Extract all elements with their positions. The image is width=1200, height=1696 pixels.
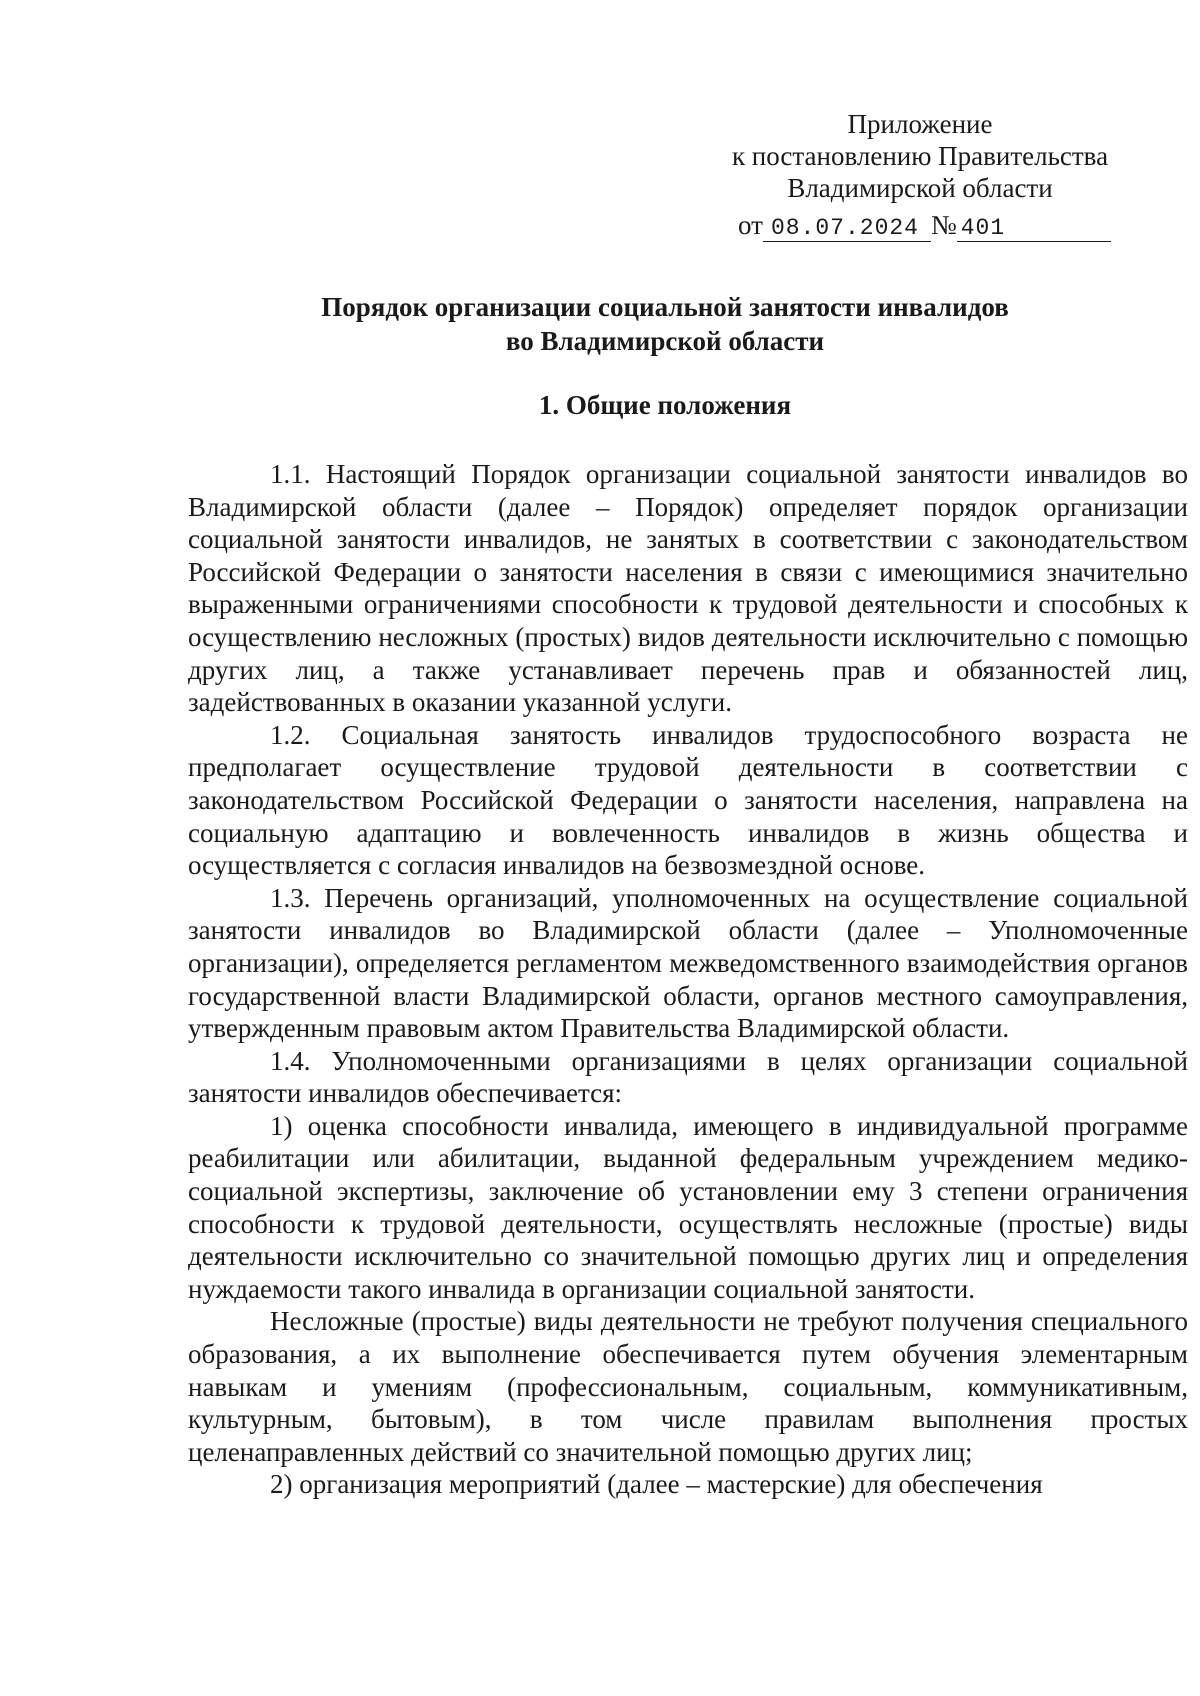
paragraph: 1.3. Перечень организаций, уполномоченных на осуществление социальной занятости инвалидов во Владимирской области (далее – Уполномоченные организации), определяется регламентом межведомственного взаимодействия органов государственной власти Владимирской области, органов местного самоуправления, утвержденным правовым актом Правительства Владимирской области.: [188, 882, 1188, 1044]
paragraph: Несложные (простые) виды деятельности не требуют получения специального образования, а их выполнение обеспечивается путем обучения элементарным навыкам и умениям (профессиональным, социальным, коммуникативным, культурным, бытовым), в том числе правилам выполнения простых целенаправленных действий со значительной помощью других лиц;: [188, 1306, 1188, 1467]
paragraph: 2) организация мероприятий (далее – мастерские) для обеспечения: [270, 1469, 1043, 1500]
paragraph: 1.2. Социальная занятость инвалидов трудоспособного возраста не предполагает осуществление трудовой деятельности в соответствии с законодательством Российской Федерации о занятости населения, направлена на социальную адаптацию и вовлеченность инвалидов в жизнь общества и осуществляется с согласия инвалидов на безвозмездной основе.: [188, 719, 1188, 881]
document-title: [100, 290, 1200, 358]
number-value: 401: [957, 215, 1111, 242]
appendix-region: Владимирской области: [787, 173, 1053, 203]
title-line-1: Порядок организации социальной занятости инвалидов: [321, 292, 1009, 322]
document-body: [188, 458, 1188, 1501]
title-line-2: во Владимирской области: [505, 326, 825, 356]
paragraph: 1.4. Уполномоченными организациями в целях организации социальной занятости инвалидов обеспечивается:: [188, 1045, 1188, 1109]
date-value: 08.07.2024: [763, 215, 931, 242]
decree-date-number: [738, 210, 1138, 244]
appendix-reference: к постановлению Правительства: [731, 141, 1109, 171]
number-prefix: №: [930, 210, 957, 240]
paragraph: 1.1. Настоящий Порядок организации социальной занятости инвалидов во Владимирской области (далее – Порядок) определяет порядок организации социальной занятости инвалидов, не занятых в соответствии с законодательством Российской Федерации о занятости населения в связи с имеющимися значительно выраженными ограничениями способности к трудовой деятельности и способных к осуществлению несложных (простых) видов деятельности исключительно с помощью других лиц, а также устанавливает перечень прав и обязанностей лиц, задействованных в оказании указанной услуги.: [188, 459, 1188, 718]
appendix-header: [700, 108, 1140, 204]
section-heading: 1. Общие положения: [538, 390, 792, 420]
paragraph: 1) оценка способности инвалида, имеющего в индивидуальной программе реабилитации или абилитации, выданной федеральным учреждением медико-социальной экспертизы, заключение об установлении ему 3 степени ограничения способности к трудовой деятельности, осуществлять несложные (простые) виды деятельности исключительно со значительной помощью других лиц и определения нуждаемости такого инвалида в организации социальной занятости.: [188, 1110, 1188, 1304]
appendix-label: Приложение: [847, 109, 993, 139]
date-prefix: от: [738, 210, 763, 240]
